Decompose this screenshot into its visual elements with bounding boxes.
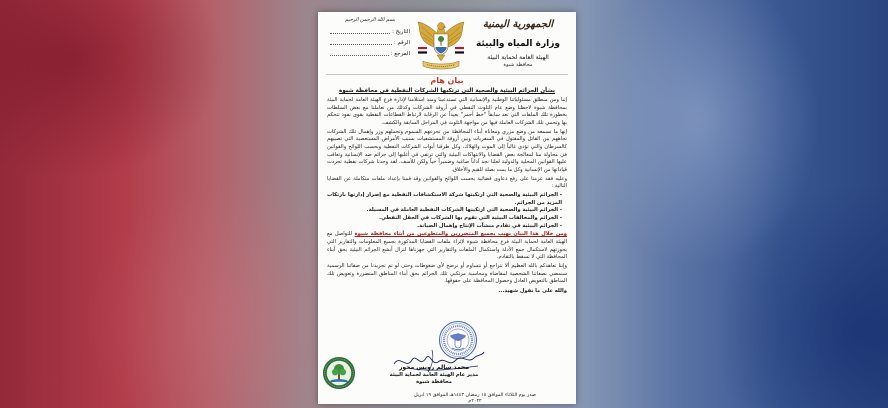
letterhead-governorate: محافظة شبوة (503, 62, 533, 68)
basmala: بسم الله الرحمن الرحيم (344, 17, 396, 23)
reference-field-label: المرجع : (390, 51, 410, 57)
letterhead-ministry: وزارة المياه والبيئة (475, 39, 561, 49)
statement-title: بيان هام (430, 76, 464, 85)
number-field-line (330, 44, 392, 45)
reference-field-line (330, 55, 389, 56)
signatory-governorate: محافظة شبوة (416, 379, 452, 385)
document-page (318, 12, 576, 404)
appeal-paragraph (327, 231, 567, 262)
case-item: - الجرائم البيئية والصحية التي ارتكبتها الشركات النفطية العاملة في المسيلة. (366, 207, 562, 214)
case-item: - الجرائم البيئية في تقادم منشآت الإنتاج وإهمال الصيانة. (417, 222, 562, 229)
pledge-paragraph: وإننا نعاهدكم بالله العظيم ألا نتراجع أو نتساوم أو نرضخ لأي ضغوطات وحتى لو تم تجريدنا من صفاتنا الرسمية سنمضي بصفاتنا الشخصية لمقاضاة ومحاسبة مرتكبي تلك الجرائم بحق أبناء المناطق المتضررة وتعويض تلك المناطق بالتعويض العادل وحصول المحافظة على حقوقها. (327, 262, 567, 285)
body-paragraph: إنها ما نسمعه من وضع مزري ومعاناة أبناء المحافظة من تجرعهم السموم وتحملهم وزر وإهمال تلك الشركات تجاههم بين القاتل والمقتول في السفريات وبين أروقة المستشفيات بسبب الأمراض المستعصية التي تصيبهم كالسرطان والتي تؤدي غالباً إلى الموت والهلاك، وكل طرقنا أبواب الشركات النفطية وبحسب اللوائح والقوانين في محاولة منا لمعالجة بعض القضايا والانتهاكات البيئية والتي ترتقي في أغلبها إلى جرائم ضد الإنسانية وتعاقب عليها القوانين المحلية والدولية لعلنا نجد آذاناً صاغية وضميراً حياً ولكن للأسف، لقد وجدنا شركات نفطية تجردت قياداتها من الإنسانية وكل ما يمت بصلة للقيم والأخلاق. (327, 128, 567, 174)
environment-authority-logo-icon (322, 356, 356, 390)
signatory-block (386, 364, 482, 386)
letterhead-reference-block (330, 17, 410, 57)
reference-field (330, 46, 410, 57)
date-field-line (330, 33, 390, 34)
closing-line: والله على ما نقول شهيد... (498, 288, 567, 295)
statement-body (327, 97, 567, 327)
body-paragraph: إننا ومن منطلق مسئولياتنا الوطنية والإنسانية التي تستدعينا ومنذ استلامنا لإدارة فرع الهيئة العامة لحماية البيئة بمحافظة شبوة لاحظنا وضع عام التلوث النفطي في أروقة الشركات وكذلك من تعاملنا مع بعض السلطات بخطورة تلك الملفات التي تعد سابقاً "خط أحمر" بعيداً عن الرقابة لارتباط القطاعات النفطية بقوى نفوذ تتحكم بها وتحمي تلك الشركات العاملة فيها من مواجهة التلوث في المراحل السابقة والكشف. (327, 97, 567, 127)
number-field-label: الرقم : (393, 40, 410, 46)
signatory-name: محمد سالم رويس محور (398, 364, 470, 371)
number-field (330, 35, 410, 46)
date-field (330, 24, 410, 35)
statement-subtitle: بشأن الجرائم البيئية والصحية التي ترتكبها الشركات النفطية في محافظة شبوة (339, 88, 555, 94)
appeal-text: للتواصل مع الهيئة العامة لحماية البيئة فرع محافظة شبوة لإثراء ملفات القضايا المذكورة بجميع المعلومات والتقارير التي بحوزتهم لاستكمال جمع الأدلة واستكمال الملفات والتقارير التي جهزناها لنزال أبشع الجرائم البيئية بحق أبناء المحافظة التي لا تسقط بالتقادم. (327, 231, 567, 261)
signatory-position: مدير عام الهيئة العامة لحماية البيئة (389, 372, 479, 378)
letterhead (466, 18, 570, 69)
date-field-label: التاريخ : (392, 29, 410, 35)
letterhead-country: الجمهورية اليمنية (482, 19, 554, 30)
letterhead-authority: الهيئة العامة لحماية البيئة (487, 54, 549, 61)
yemen-eagle-emblem-icon (415, 17, 467, 73)
case-item: - الجرائم والمخالفات البيئية التي تقوم بها الشركات في الحقل النفطي. (379, 214, 562, 221)
case-item: - الجرائم البيئية والصحية التي ارتكبتها شركة الاستكشافات النفطية مع إصرار إدارتها بارتكاب المزيد من الجرائم. (327, 191, 562, 206)
issue-date-footer: صدر يوم الثلاثاء الموافق ١٨ رمضان ١٤٤٣هـ الموافق ١٩ ابريل ٢٠٢٢م (414, 393, 536, 404)
case-list (327, 192, 567, 231)
appeal-highlight: ومن خلال هذا البيان نهيب بجميع المتضررين والمتطوعين من أبناء محافظة شبوة (354, 231, 567, 238)
body-paragraph: وعليه فقد عزمنا على رفع دعاوى قضائية بحسب اللوائح والقوانين وقد قمنا بإعداد ملفات متكاملة عن القضايا التالية : (327, 175, 567, 190)
letterhead-divider (326, 74, 568, 75)
